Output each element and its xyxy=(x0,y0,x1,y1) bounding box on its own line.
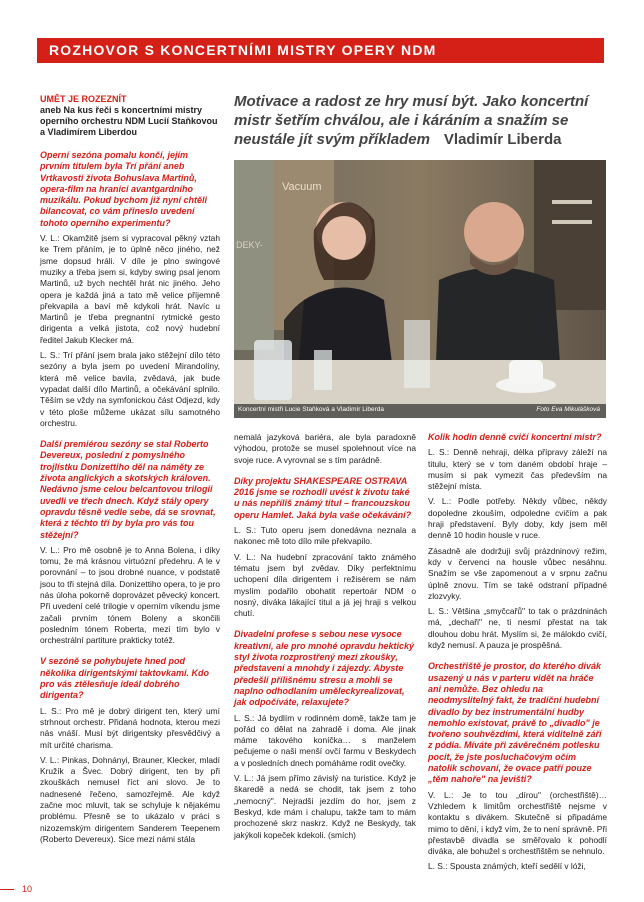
answer: L. S.: Trí přání jsem brala jako stěžejní dílo této sezóny a byla jsem po uvedení Mirandolíny, která mě velice bavila, zvědavá, jak bude vypadat další dílo Martinů, a očekávání splnilo. Těším se vždy na symfonickou část Odjezd, kdy v této ploše můžeme ukázat sílu samotného orchestru. xyxy=(40,350,220,428)
middle-column xyxy=(234,432,416,845)
answer: V. L.: Na hudební zpracování takto známého tématu jsem byl zvědav. Díky perfektnímu uchopení díla dirigentem i režisérem se nám myslím podařilo obohatit repertoár NDM o nosný, diváka lákající titul a já jej hraji s velkou chutí. xyxy=(234,551,416,619)
answer: V. L.: Okamžitě jsem si vypracoval pěkný vztah ke Trem přáním, je to úplně něco jiného, než jsme dopsud hráli. V díle je plno swingové muziky a třeba jsem si, kdyby swing psal jenom Martinů, už bych nechtěl hrát nic jiného. Jeho opera je každá jiná a tato mě velice příjemně překvapila a baví mě kdykoli hrát. Navíc u Martinů je třeba pregnantní rytmické gesto dirigenta a velká jistota, což nový hudební ředitel Jakub Klecker má. xyxy=(40,233,220,345)
section-banner xyxy=(37,38,604,63)
question: Další premiérou sezóny se stal Roberto Devereux, poslední z pomyslného trojlístku Donizettiho děl na náměty ze života anglických a skotských královen. Nedávno jsme celou belcantovou trilogii uvedli ve třech dnech. Když stály opery opravdu těsně vedle sebe, dá se srovnat, která z těchto tří by byla pro vás tou stěžejní? xyxy=(40,439,216,540)
answer: L. S.: Já bydlím v rodinném domě, takže tam je pořád co dělat na zahradě i doma. Ale jinak máme takového koníčka… s manželem pečujeme o naši menší ovčí farmu v Beskydech a v posledních dnech pomáháme rodit ovečky. xyxy=(234,712,416,768)
question: Divadelní profese s sebou nese vysoce kreativní, ale pro mnohé opravdu hektický styl života rozprostřený mezi zkoušky, představení a mnohdy i zájezdy. Abyste předešli přílišnému stresu a mohli se naplno odhodlaním uměleckyrealizovat, jak odpočíváte, relaxujete? xyxy=(234,629,415,708)
photo-caption: Koncertní mistři Lucie Staňková a Vladimír Liberda xyxy=(238,406,384,413)
subtitle: aneb Na kus řeči s koncertními mistry operního orchestru NDM Lucií Staňkovou a Vladimírem Liberdou xyxy=(40,105,218,137)
question: Díky projektu SHAKESPEARE OSTRAVA 2016 jsme se rozhodli uvést k životu také u nás nepříliš známý titul – francouzskou operu Hamlet. Jaká byla vaše očekávání? xyxy=(234,475,412,520)
answer: nemalá jazyková bariéra, ale byla paradoxně výhodou, protože se musel spolehnout více na svoje ruce. A vyrovnal se s tím parádně. xyxy=(234,432,416,465)
answer: L. S.: Tuto operu jsem donedávna neznala a nakonec mě toto dílo mile překvapilo. xyxy=(234,525,416,547)
photo-sign-2: DEKY- xyxy=(236,240,263,250)
photo-credit: Foto Eva Mikulášková xyxy=(536,406,600,413)
page-number: 10 xyxy=(22,884,33,894)
right-column xyxy=(428,432,607,877)
question: Orchestřiště je prostor, do kterého divák usazený u nás v parteru vidět na hráče ani nemůže. Bez ohledu na neodmyslitelný fakt, že tradiční hudební divadlo by bez instrumentální hudby nemohlo existovat, právě to „divadlo" je tvořeno souhvězdími, která viditelně září z pódia. Míváte při závěrečném potlesku pocit, že jste posluchačovým očím natolik schovaní, že ovace patří pouze „těm nahoře" na jevišti? xyxy=(428,661,602,785)
answer: V. L.: Já jsem přímo závislý na turistice. Když je škaredě a nedá se chodit, tak jsem z toho „nemocný". Nejradši jezdím do hor, jsem z Beskyd, kde mám i chalupu, takže tam to mám prochozené skrz naskrz. Když ne Beskydy, tak jakýkoli kopeček kdekoli. (smích) xyxy=(234,773,416,840)
photo-illustration xyxy=(234,160,606,418)
pull-quote: Motivace a radost ze hry musí být. Jako koncertní mistr šetřím chválou, ale i káráním a snažím se neustále jít svým příkladem Vladimír Liberda xyxy=(234,93,589,148)
banner-title: ROZHOVOR S KONCERTNÍMI MISTRY OPERY NDM xyxy=(49,42,437,58)
answer: V. L.: Je to tou „dírou" (orchestřiště)… Vzhledem k limitům orchestřiště nejsme v kontaktu s divákem. Skutečně si připadáme mimo to dění, i když vím, že to není správně. Při přestavbě divadla se směřovalo k pohodlí diváka, ale bohužel s orchestřištěm se nehnulo. xyxy=(428,789,607,857)
question: V sezóně se pohybujete hned pod několika dirigentskými taktovkami. Kdo pro vás ztělesňuje ideál dobrého dirigenta? xyxy=(40,656,210,701)
question: Kolik hodin denně cvičí koncertní mistr? xyxy=(428,432,602,442)
question: Operní sezóna pomalu končí, jejím prvním titulem byla Trí přání aneb Vrtkavosti života Bohuslava Martinů, opera-film na hranici avantgardního muzikálu. Pokud bychom již nyní chtěli bilancovat, co vám přineslo uvedení tohoto operního experimentu? xyxy=(40,150,208,228)
answer: L. S.: Denně nehraji, délka přípravy záleží na titulu, který se v tom daném období hraje – musím si pak vymezit čas především na stěžejní místa. xyxy=(428,447,607,492)
interview-photo xyxy=(234,160,606,418)
page-number-rule xyxy=(0,889,14,890)
photo-caption-bar xyxy=(234,404,606,418)
answer: L. S.: Většina „smyčcařů" to tak o prázdninách má, „dechaři" ne, ti nesmí přestat na tak dlouhou dobu hrát. Myslím si, že málokdo cvičí, když nemusí. A pauza je prospěšná. xyxy=(428,606,607,651)
answer: V. L.: Podle potřeby. Někdy vůbec, někdy dopoledne zkouším, odpoledne cvičím a pak hraji představení. Byly doby, kdy jsem měl denně 10 hodin housle v ruce. xyxy=(428,496,607,541)
photo-sign-1: Vacuum xyxy=(282,181,322,193)
answer: Zásadně ale dodržuji svůj prázdninový režim, kdy v červenci na housle vůbec nesáhnu. Snažím se vše zapomenout a v srpnu začnu úplně znovu. Tím se také odstraní případné zlozvyky. xyxy=(428,545,607,601)
answer: L. S.: Pro mě je dobrý dirigent ten, který umí strhnout orchestr. Přidaná hodnota, kterou mezi nás vnáší. Musí být dirigentsky přesvědčivý a mít určité charisma. xyxy=(40,705,220,750)
pull-quote-author: Vladimír Liberda xyxy=(443,131,562,148)
answer: L. S.: Spousta známých, kteří sedělí v lóži, xyxy=(428,861,586,872)
answer: V. L.: Pro mě osobně je to Anna Bolena, i díky tomu, že má krásnou virtuózní předehru. A le v porovnání – to jsou drobné nuance, v podstatě jsou to tři stejná díla. Donizettiho opera, to je pro nás úloha pokorně doprovázet pěvecký koncert. Při uvedení celé trilogie v operním víkendu jsme začali prvním tónem Boleny a skončili posledním tónem Roberta, mezi tím bylo v orchestrální partiture prakticky totéž. xyxy=(40,544,220,646)
left-column xyxy=(40,94,220,849)
kicker: UMĚT JE ROZEZNÍT xyxy=(40,94,127,104)
answer: V. L.: Pinkas, Dohnányi, Brauner, Klecker, mladí Kružík a Švec. Dobrý dirigent, ten by při zkouškách nemusel říct ani slovo. Je to nadnesené řečeno, samozřejmě. Ale když začne moc mluvit, tak se schyluje k nějakému problému. Přesně se to ukázalo v práci s nizozemským dirigentem Sanderem Teepenem (Roberto Devereux). Sice mezi námi stála xyxy=(40,754,220,844)
